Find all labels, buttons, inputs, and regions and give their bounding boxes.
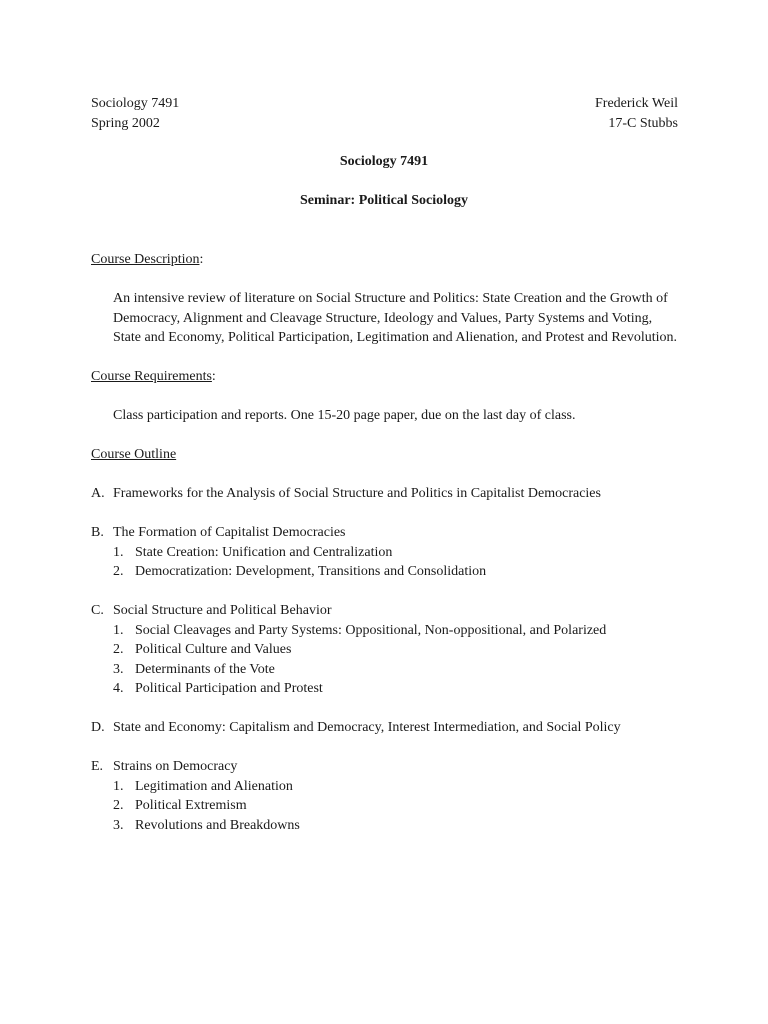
item-text: Social Cleavages and Party Systems: Oppositional, Non-oppositional, and Polarized: [135, 622, 607, 638]
item-text: State Creation: Unification and Centralization: [135, 544, 393, 560]
outline-section-b-items: [91, 543, 681, 582]
list-item: [91, 562, 681, 582]
course-description-text: An intensive review of literature on Social Structure and Politics: State Creation and the Growth of Democracy, Alignment and Cleavage Structure, Ideology and Values, Party Systems and Voting, State and Economy, Political Participation, Legitimation and Alienation, and Protest and Revolution.: [113, 291, 678, 345]
course-outline-label: Course Outline: [91, 447, 177, 462]
course-description-heading: [91, 250, 681, 270]
outline-section-c-items: [91, 621, 681, 699]
outline-section-b-title: [91, 523, 681, 543]
section-letter: A.: [91, 486, 105, 501]
outline-section-e-title: [91, 757, 681, 777]
outline-section-a-title: [91, 484, 681, 504]
course-requirements-text: Class participation and reports. One 15-20 page paper, due on the last day of class.: [113, 408, 576, 423]
list-item: [91, 796, 681, 816]
outline-section-d: [91, 718, 681, 738]
item-text: Political Extremism: [135, 798, 247, 813]
outline-section-c: [91, 601, 681, 699]
item-number: 3.: [113, 661, 124, 677]
header-row-1: [91, 94, 678, 114]
list-item: [91, 621, 681, 641]
content: [91, 250, 681, 835]
section-letter: D.: [91, 720, 105, 735]
course-outline: [91, 484, 681, 835]
outline-section-e-items: [91, 777, 681, 836]
course-requirements-colon: :: [211, 369, 216, 384]
course-description-label: Course Description: [91, 252, 200, 267]
outline-section-a: [91, 484, 681, 504]
item-text: Political Culture and Values: [135, 642, 292, 657]
item-number: 3.: [113, 817, 124, 833]
outline-section-b: [91, 523, 681, 582]
item-text: Legitimation and Alienation: [135, 778, 293, 794]
office-location: 17-C Stubbs: [608, 115, 678, 131]
list-item: [91, 640, 681, 660]
header: [91, 94, 678, 133]
page-subtitle: Seminar: Political Sociology: [300, 193, 468, 208]
section-title: Frameworks for the Analysis of Social Structure and Politics in Capitalist Democracies: [113, 486, 601, 501]
item-text: Determinants of the Vote: [135, 661, 275, 677]
course-description-colon: :: [199, 252, 204, 267]
list-item: [91, 660, 681, 680]
section-title: The Formation of Capitalist Democracies: [113, 525, 346, 540]
item-number: 1.: [113, 778, 124, 794]
item-number: 1.: [113, 622, 124, 638]
list-item: [91, 679, 681, 699]
page-title: Sociology 7491: [339, 154, 429, 169]
item-text: Democratization: Development, Transitions and Consolidation: [135, 564, 487, 579]
item-number: 4.: [113, 681, 124, 696]
section-title: State and Economy: Capitalism and Democracy, Interest Intermediation, and Social Policy: [113, 720, 621, 735]
section-letter: B.: [91, 525, 104, 540]
item-number: 2.: [113, 564, 124, 579]
outline-section-d-title: [91, 718, 681, 738]
outline-section-e: [91, 757, 681, 835]
item-number: 2.: [113, 798, 124, 813]
list-item: [91, 816, 681, 836]
section-letter: E.: [91, 759, 104, 774]
section-title: Social Structure and Political Behavior: [113, 603, 332, 618]
list-item: [91, 543, 681, 563]
term: Spring 2002: [91, 115, 160, 131]
item-text: Revolutions and Breakdowns: [135, 817, 300, 833]
course-requirements-heading: [91, 367, 681, 387]
course-requirements-label: Course Requirements: [91, 369, 212, 384]
item-number: 1.: [113, 544, 124, 560]
section-letter: C.: [91, 603, 104, 618]
course-outline-heading: [91, 445, 681, 465]
header-row-2: [91, 114, 678, 134]
section-title: Strains on Democracy: [113, 759, 238, 774]
course-code: Sociology 7491: [91, 96, 180, 111]
instructor-name: Frederick Weil: [595, 96, 678, 111]
list-item: [91, 777, 681, 797]
item-text: Political Participation and Protest: [135, 681, 323, 696]
item-number: 2.: [113, 642, 124, 657]
outline-section-c-title: [91, 601, 681, 621]
